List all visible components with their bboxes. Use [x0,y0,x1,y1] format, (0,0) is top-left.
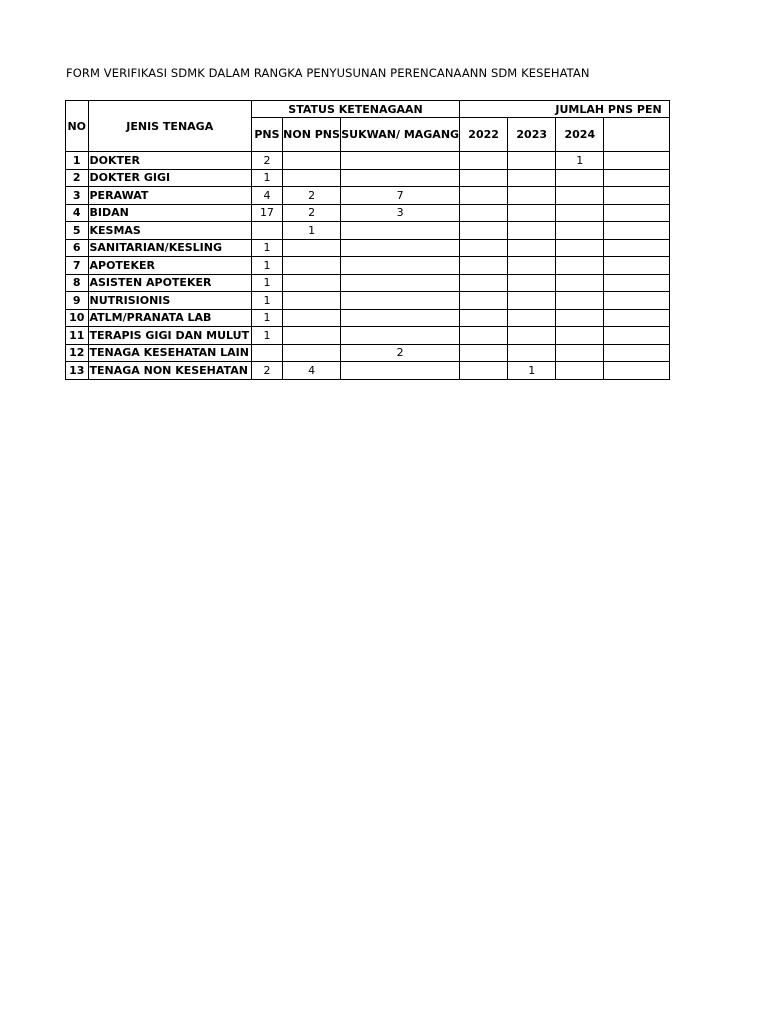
cell-sukwan [341,152,460,170]
table-row [66,169,670,187]
cell-no: 13 [66,362,89,380]
header-sukwan-magang: SUKWAN/ MAGANG [341,118,460,152]
cell-2023 [508,169,556,187]
header-non-pns: NON PNS [282,118,340,152]
cell-2023 [508,222,556,240]
cell-pns: 4 [251,187,282,205]
cell-pns: 1 [251,327,282,345]
cell-2022 [460,292,508,310]
header-jumlah-pns: JUMLAH PNS PEN [460,101,670,118]
cell-no: 11 [66,327,89,345]
cell-pns [251,344,282,362]
cell-sukwan [341,257,460,275]
cell-2023 [508,344,556,362]
sdmk-table [65,100,670,380]
cell-sukwan: 3 [341,204,460,222]
cell-non-pns [282,344,340,362]
cell-sukwan [341,362,460,380]
cell-2024 [556,327,604,345]
table-row [66,152,670,170]
cell-pns: 1 [251,239,282,257]
cell-empty [604,257,670,275]
cell-empty [604,187,670,205]
cell-jenis-tenaga: SANITARIAN/KESLING [88,239,251,257]
table-row [66,257,670,275]
cell-no: 8 [66,274,89,292]
table-row [66,239,670,257]
cell-empty [604,362,670,380]
table-row [66,274,670,292]
cell-pns: 1 [251,309,282,327]
cell-pns: 2 [251,362,282,380]
cell-pns: 1 [251,169,282,187]
cell-2023 [508,152,556,170]
cell-2023: 1 [508,362,556,380]
cell-jenis-tenaga: TENAGA NON KESEHATAN [88,362,251,380]
cell-2024 [556,169,604,187]
cell-pns: 17 [251,204,282,222]
cell-2024 [556,257,604,275]
header-year-2024: 2024 [556,118,604,152]
table-row [66,222,670,240]
cell-empty [604,327,670,345]
cell-jenis-tenaga: ATLM/PRANATA LAB [88,309,251,327]
cell-empty [604,169,670,187]
cell-no: 10 [66,309,89,327]
table-row [66,204,670,222]
table-row [66,327,670,345]
cell-sukwan: 7 [341,187,460,205]
cell-non-pns [282,257,340,275]
page-title: FORM VERIFIKASI SDMK DALAM RANGKA PENYUSUNAN PERENCANAANN SDM KESEHATAN [66,66,590,80]
cell-2023 [508,239,556,257]
cell-no: 12 [66,344,89,362]
cell-non-pns [282,292,340,310]
cell-2022 [460,309,508,327]
cell-2023 [508,309,556,327]
cell-pns [251,222,282,240]
cell-non-pns: 4 [282,362,340,380]
cell-2023 [508,327,556,345]
cell-jenis-tenaga: ASISTEN APOTEKER [88,274,251,292]
cell-non-pns: 1 [282,222,340,240]
cell-empty [604,344,670,362]
cell-non-pns [282,152,340,170]
cell-pns: 2 [251,152,282,170]
cell-2022 [460,169,508,187]
cell-empty [604,222,670,240]
cell-empty [604,274,670,292]
cell-2023 [508,204,556,222]
cell-non-pns [282,169,340,187]
header-pns: PNS [251,118,282,152]
cell-sukwan [341,239,460,257]
header-status-ketenagaan: STATUS KETENAGAAN [251,101,459,118]
cell-empty [604,239,670,257]
cell-no: 3 [66,187,89,205]
table-body [66,152,670,380]
cell-no: 5 [66,222,89,240]
cell-no: 2 [66,169,89,187]
cell-2024 [556,362,604,380]
header-no: NO [66,101,89,152]
cell-non-pns: 2 [282,187,340,205]
cell-jenis-tenaga: PERAWAT [88,187,251,205]
cell-2024 [556,309,604,327]
cell-pns: 1 [251,274,282,292]
cell-no: 1 [66,152,89,170]
cell-2024 [556,222,604,240]
table-viewport [65,100,670,390]
cell-2024 [556,274,604,292]
header-empty [604,118,670,152]
cell-jenis-tenaga: TERAPIS GIGI DAN MULUT [88,327,251,345]
table-row [66,292,670,310]
cell-2022 [460,327,508,345]
table-row [66,187,670,205]
cell-jenis-tenaga: TENAGA KESEHATAN LAIN [88,344,251,362]
cell-sukwan [341,222,460,240]
cell-empty [604,292,670,310]
cell-jenis-tenaga: DOKTER GIGI [88,169,251,187]
cell-sukwan [341,309,460,327]
cell-jenis-tenaga: KESMAS [88,222,251,240]
cell-2023 [508,187,556,205]
cell-2024 [556,292,604,310]
cell-2022 [460,204,508,222]
cell-2024 [556,204,604,222]
cell-non-pns [282,239,340,257]
cell-jenis-tenaga: APOTEKER [88,257,251,275]
cell-2022 [460,152,508,170]
cell-jenis-tenaga: DOKTER [88,152,251,170]
cell-sukwan: 2 [341,344,460,362]
cell-sukwan [341,292,460,310]
cell-2023 [508,257,556,275]
cell-2024 [556,187,604,205]
cell-no: 6 [66,239,89,257]
table-row [66,362,670,380]
cell-no: 7 [66,257,89,275]
table-row [66,309,670,327]
cell-sukwan [341,169,460,187]
cell-sukwan [341,327,460,345]
cell-non-pns [282,274,340,292]
cell-2022 [460,239,508,257]
cell-2023 [508,292,556,310]
cell-2024 [556,239,604,257]
cell-sukwan [341,274,460,292]
cell-2022 [460,222,508,240]
table-row [66,344,670,362]
cell-2022 [460,344,508,362]
cell-2024: 1 [556,152,604,170]
header-jenis-tenaga: JENIS TENAGA [88,101,251,152]
cell-non-pns [282,309,340,327]
header-year-2022: 2022 [460,118,508,152]
cell-jenis-tenaga: BIDAN [88,204,251,222]
cell-jenis-tenaga: NUTRISIONIS [88,292,251,310]
cell-2022 [460,274,508,292]
cell-pns: 1 [251,292,282,310]
cell-empty [604,309,670,327]
cell-2022 [460,187,508,205]
cell-2022 [460,257,508,275]
cell-non-pns: 2 [282,204,340,222]
cell-empty [604,204,670,222]
cell-no: 4 [66,204,89,222]
cell-pns: 1 [251,257,282,275]
header-year-2023: 2023 [508,118,556,152]
cell-non-pns [282,327,340,345]
cell-2024 [556,344,604,362]
cell-2023 [508,274,556,292]
cell-no: 9 [66,292,89,310]
cell-empty [604,152,670,170]
cell-2022 [460,362,508,380]
